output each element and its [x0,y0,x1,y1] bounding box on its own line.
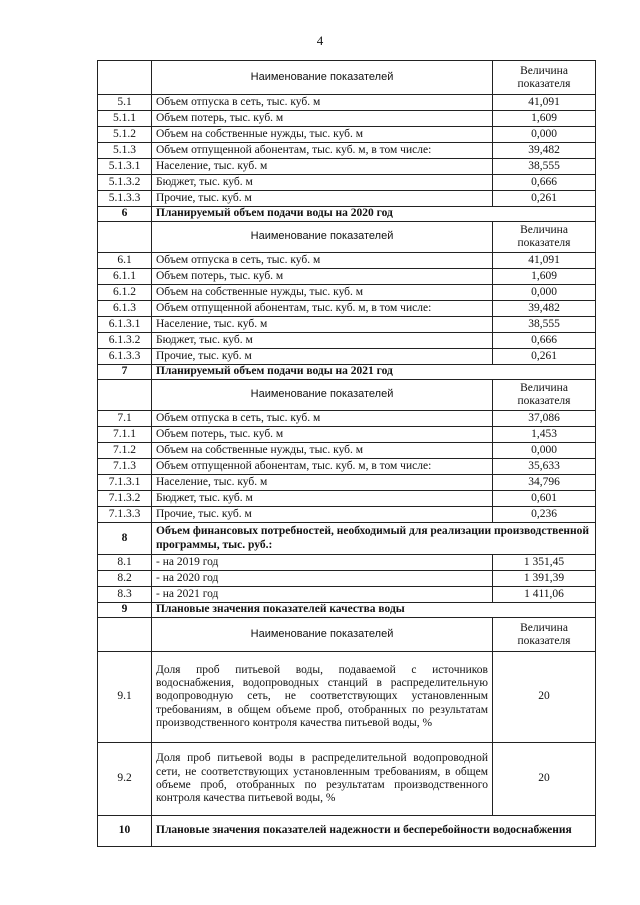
row-number: 8.2 [98,571,152,587]
table-row [98,253,596,269]
table-row [98,111,596,127]
table-header-row [98,618,596,652]
table-row [98,159,596,175]
row-number: 6.1.2 [98,285,152,301]
row-name: Объем отпущенной абонентам, тыс. куб. м, в том числе: [152,459,493,475]
row-name: - на 2021 год [152,587,493,603]
row-number: 5.1.2 [98,127,152,143]
table-row [98,475,596,491]
table-row [98,301,596,317]
table-row [98,349,596,365]
page-number: 4 [316,33,324,48]
section-number: 8 [98,523,152,555]
table-row [98,652,596,743]
section-row [98,523,596,555]
section-title: Планируемый объем подачи воды на 2021 год [152,365,596,380]
row-name: Бюджет, тыс. куб. м [152,491,493,507]
row-name: Объем отпущенной абонентам, тыс. куб. м, в том числе: [152,301,493,317]
row-value: 20 [493,743,596,816]
row-value: 35,633 [493,459,596,475]
row-value: 0,261 [493,191,596,207]
row-number: 6.1.3.2 [98,333,152,349]
row-number: 6.1 [98,253,152,269]
section-row [98,816,596,847]
row-value: 0,666 [493,333,596,349]
table-row [98,507,596,523]
row-value: 0,000 [493,285,596,301]
table-header-row [98,380,596,411]
table-row [98,427,596,443]
table-row [98,571,596,587]
row-number: 7.1 [98,411,152,427]
row-number: 6.1.3.1 [98,317,152,333]
row-value: 41,091 [493,253,596,269]
section-title: Объем финансовых потребностей, необходимый для реализации производственной программы, тыс. руб.: [152,523,596,555]
header-num-cell [98,222,152,253]
row-number: 9.1 [98,652,152,743]
row-name: Объем отпуска в сеть, тыс. куб. м [152,95,493,111]
section-number: 7 [98,365,152,380]
row-number: 6.1.1 [98,269,152,285]
table-row [98,191,596,207]
table-row [98,555,596,571]
row-name: Население, тыс. куб. м [152,159,493,175]
row-number: 7.1.3.3 [98,507,152,523]
table-row [98,333,596,349]
row-name: Объем на собственные нужды, тыс. куб. м [152,443,493,459]
section-row [98,207,596,222]
row-name: Объем на собственные нужды, тыс. куб. м [152,285,493,301]
row-number: 6.1.3.3 [98,349,152,365]
table-header-row [98,61,596,95]
row-value: 34,796 [493,475,596,491]
row-name: - на 2019 год [152,555,493,571]
row-number: 7.1.3.1 [98,475,152,491]
row-name: Объем потерь, тыс. куб. м [152,269,493,285]
row-number: 5.1.3.3 [98,191,152,207]
table-row [98,127,596,143]
row-name: Бюджет, тыс. куб. м [152,333,493,349]
indicators-table [97,60,596,847]
row-number: 5.1.1 [98,111,152,127]
row-name: Объем отпуска в сеть, тыс. куб. м [152,411,493,427]
row-name: Объем отпущенной абонентам, тыс. куб. м, в том числе: [152,143,493,159]
row-value: 1 351,45 [493,555,596,571]
row-name: Объем потерь, тыс. куб. м [152,111,493,127]
table-row [98,587,596,603]
row-value: 37,086 [493,411,596,427]
row-number: 9.2 [98,743,152,816]
row-value: 0,261 [493,349,596,365]
table-row [98,175,596,191]
table-row [98,459,596,475]
row-value: 1 391,39 [493,571,596,587]
header-value-cell: Величина показателя [493,222,596,253]
table-row [98,491,596,507]
row-number: 7.1.2 [98,443,152,459]
section-row [98,365,596,380]
section-title: Планируемый объем подачи воды на 2020 год [152,207,596,222]
row-name: Прочие, тыс. куб. м [152,507,493,523]
table-header-row [98,222,596,253]
row-value: 0,000 [493,443,596,459]
table-row [98,743,596,816]
row-name: Доля проб питьевой воды, подаваемой с источников водоснабжения, водопроводных станций в распределительную водопроводную сеть, не соответствующих установленным требованиям, в общем объеме проб, отобранных по результатам производственного контроля качества питьевой воды, % [152,652,493,743]
header-num-cell [98,380,152,411]
section-number: 9 [98,603,152,618]
header-value-cell: Величина показателя [493,618,596,652]
row-name: Доля проб питьевой воды в распределительной водопроводной сети, не соответствующих установленным требованиям, в общем объеме проб, отобранных по результатам производственного контроля качества питьевой воды, % [152,743,493,816]
row-value: 41,091 [493,95,596,111]
row-name: Прочие, тыс. куб. м [152,349,493,365]
table-row [98,143,596,159]
table-row [98,95,596,111]
row-value: 1,453 [493,427,596,443]
row-value: 0,236 [493,507,596,523]
header-value-cell: Величина показателя [493,61,596,95]
row-value: 1,609 [493,269,596,285]
row-name: - на 2020 год [152,571,493,587]
row-value: 38,555 [493,317,596,333]
row-number: 6.1.3 [98,301,152,317]
section-title: Плановые значения показателей надежности и бесперебойности водоснабжения [152,816,596,847]
row-value: 38,555 [493,159,596,175]
header-name-cell: Наименование показателей [152,618,493,652]
row-value: 0,601 [493,491,596,507]
row-name: Объем отпуска в сеть, тыс. куб. м [152,253,493,269]
row-value: 0,666 [493,175,596,191]
section-number: 10 [98,816,152,847]
section-number: 6 [98,207,152,222]
row-name: Объем на собственные нужды, тыс. куб. м [152,127,493,143]
section-title: Плановые значения показателей качества воды [152,603,596,618]
header-num-cell [98,61,152,95]
header-name-cell: Наименование показателей [152,380,493,411]
row-name: Бюджет, тыс. куб. м [152,175,493,191]
row-number: 7.1.3 [98,459,152,475]
row-value: 20 [493,652,596,743]
section-row [98,603,596,618]
table-row [98,317,596,333]
header-value-cell: Величина показателя [493,380,596,411]
row-name: Население, тыс. куб. м [152,475,493,491]
row-value: 39,482 [493,143,596,159]
row-value: 1 411,06 [493,587,596,603]
header-name-cell: Наименование показателей [152,222,493,253]
table-row [98,269,596,285]
row-number: 5.1.3.1 [98,159,152,175]
row-value: 39,482 [493,301,596,317]
row-number: 5.1 [98,95,152,111]
row-number: 5.1.3.2 [98,175,152,191]
row-value: 0,000 [493,127,596,143]
header-name-cell: Наименование показателей [152,61,493,95]
row-name: Прочие, тыс. куб. м [152,191,493,207]
row-number: 5.1.3 [98,143,152,159]
row-name: Население, тыс. куб. м [152,317,493,333]
row-number: 8.3 [98,587,152,603]
row-number: 7.1.1 [98,427,152,443]
row-number: 7.1.3.2 [98,491,152,507]
table-row [98,285,596,301]
table-row [98,443,596,459]
row-name: Объем потерь, тыс. куб. м [152,427,493,443]
table-row [98,411,596,427]
row-number: 8.1 [98,555,152,571]
row-value: 1,609 [493,111,596,127]
header-num-cell [98,618,152,652]
